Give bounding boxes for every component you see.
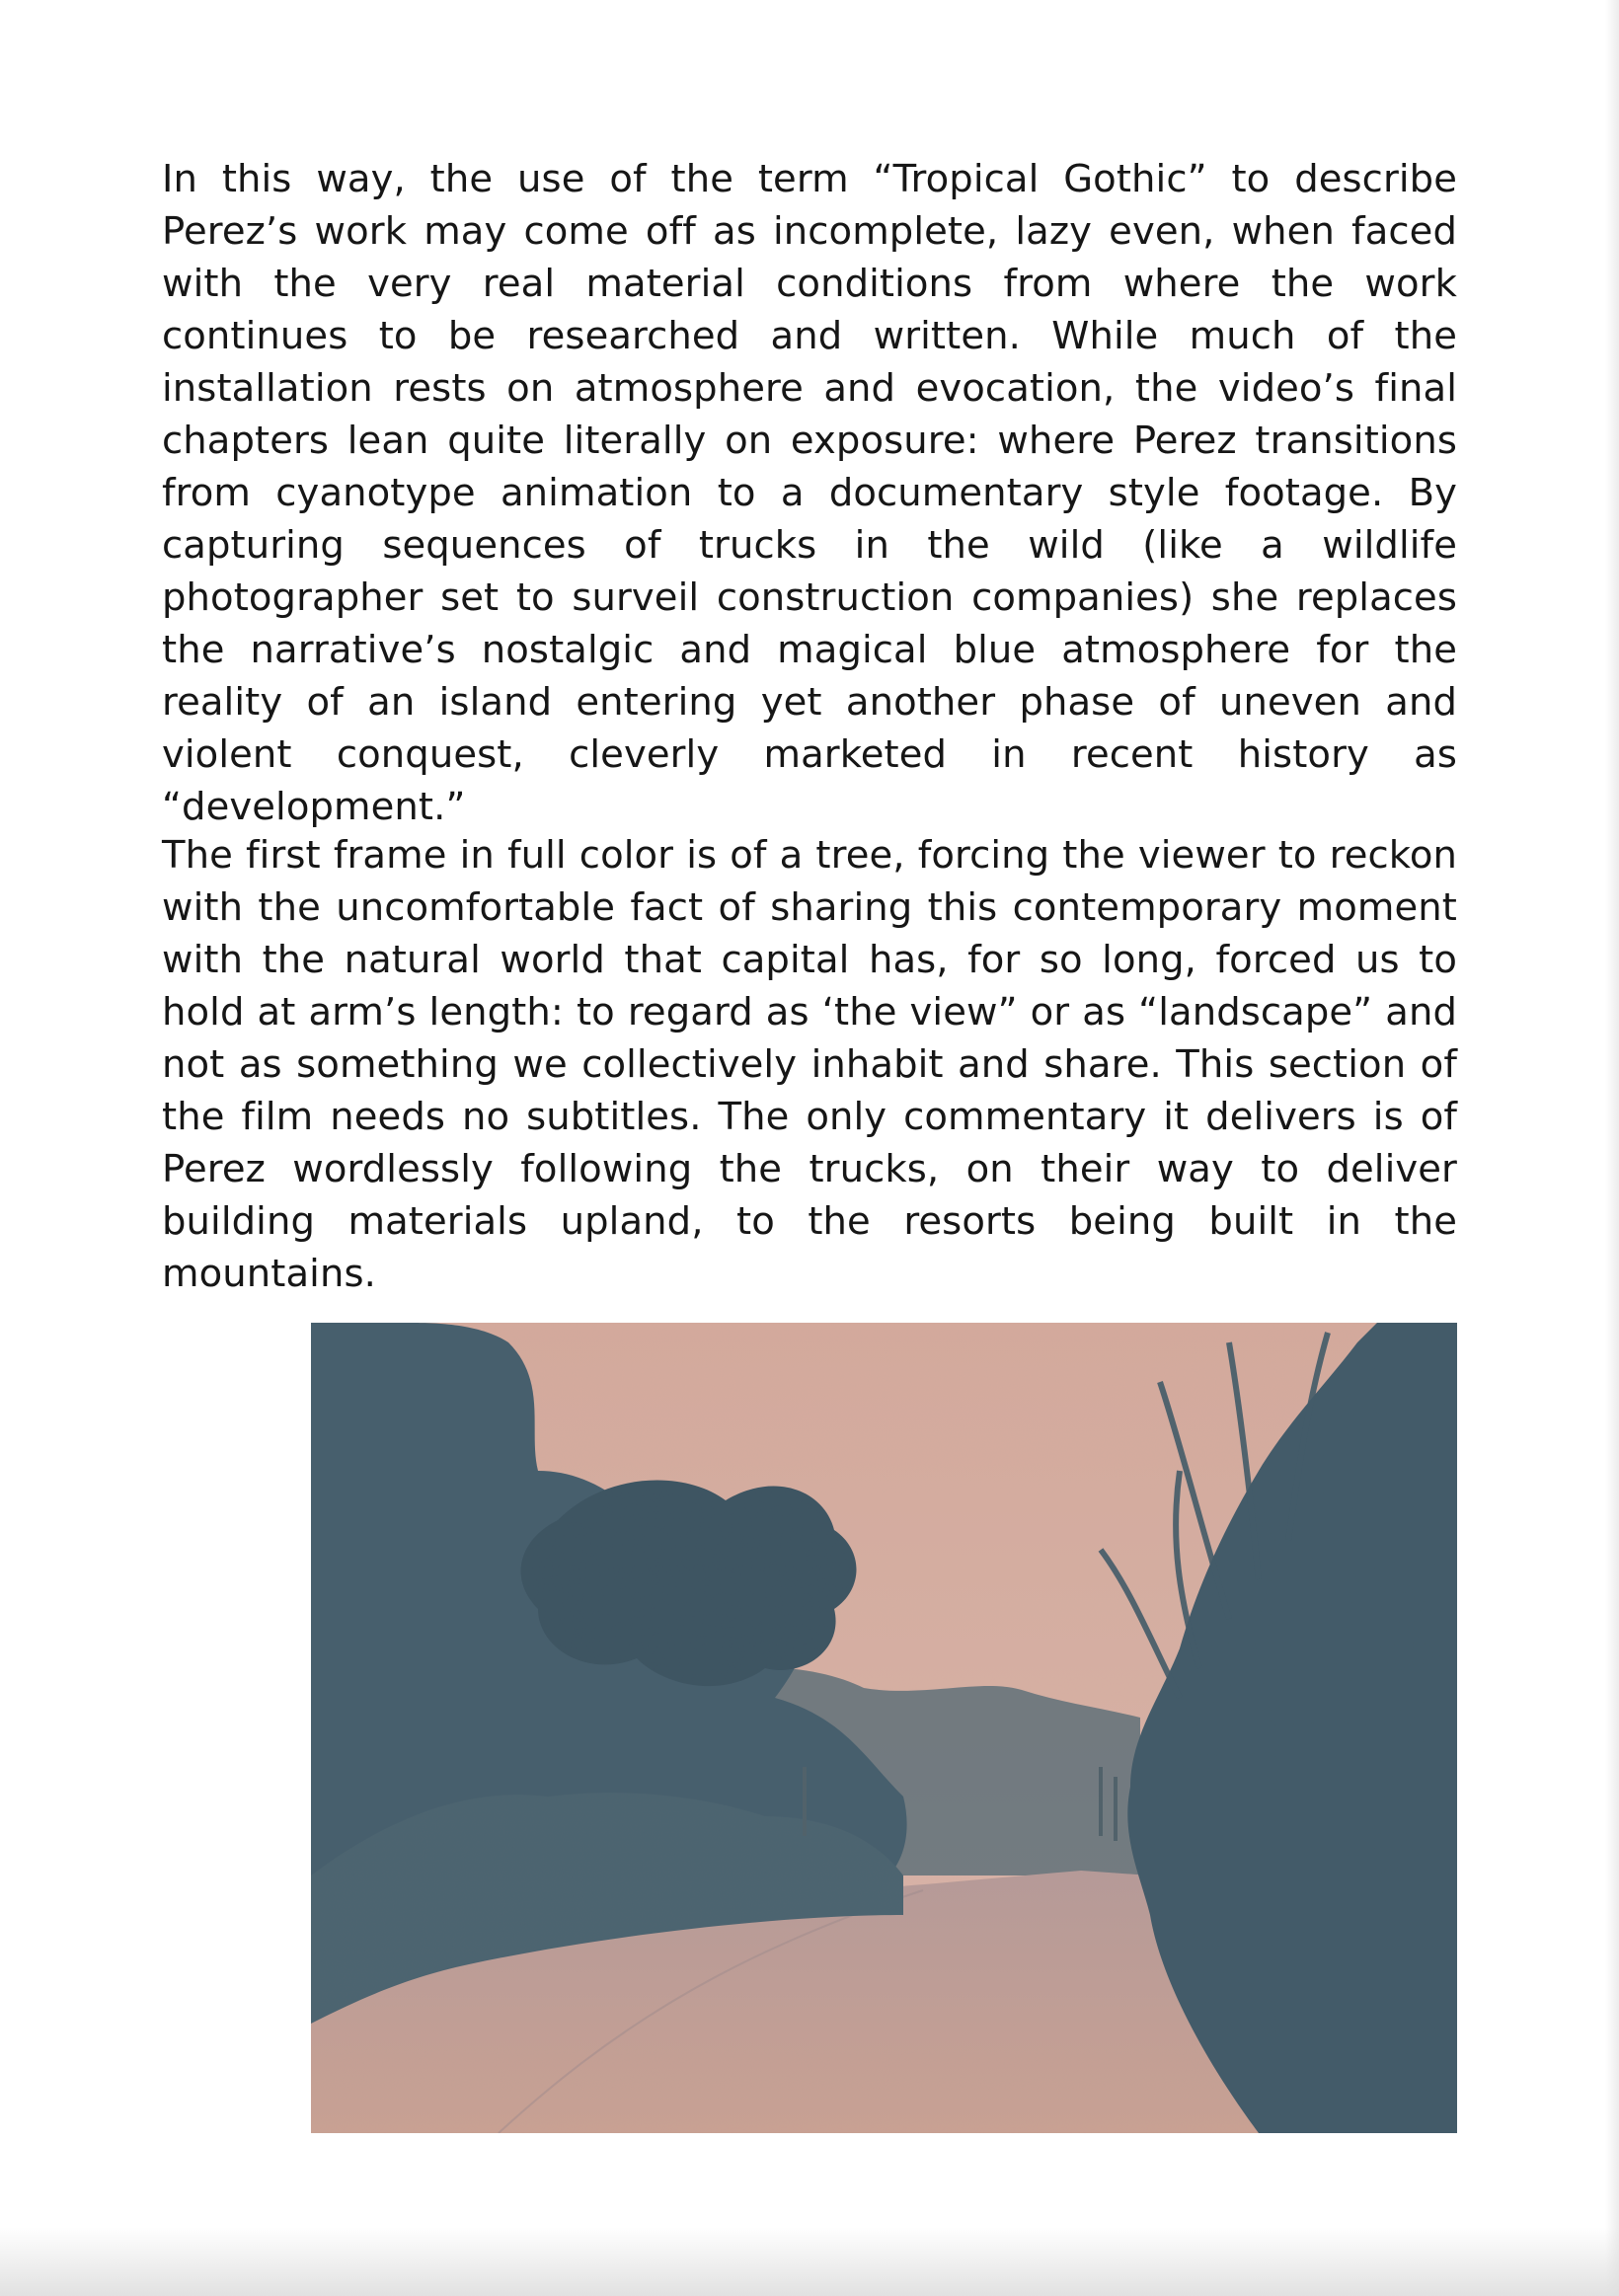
body-paragraph-1: In this way, the use of the term “Tropical Gothic” to describe Perez’s work may come off as incomplete, lazy even, when faced with the very real material conditions from where the work continues to be researched and written. While much of the installation rests on atmosphere and evocation, the video’s final chapters lean quite literally on exposure: where Perez transitions from cyanotype animation to a documentary style footage. By capturing sequences of trucks in the wild (like a wildlife photographer set to surveil construction companies) she replaces the narrative’s nostalgic and magical blue atmosphere for the reality of an island entering yet another phase of uneven and violent conquest, cleverly marketed in recent history as “development.” — [162, 157, 1457, 829]
page-edge — [1605, 0, 1619, 2296]
page-bottom-shadow — [0, 2227, 1619, 2296]
cyanotype-road-photo — [311, 1323, 1457, 2133]
body-paragraph-2: The first frame in full color is of a tree, forcing the viewer to reckon with the uncomfortable fact of sharing this contemporary moment with the natural world that capital has, for so long, forced us to hold at arm’s length: to regard as ‘the view” or as “landscape” and not as something we collectively inhabit and share. This section of the film needs no subtitles. The only commentary it delivers is of Perez wordlessly following the trucks, on their way to deliver building materials upland, to the resorts being built in the mountains. — [162, 833, 1457, 1296]
